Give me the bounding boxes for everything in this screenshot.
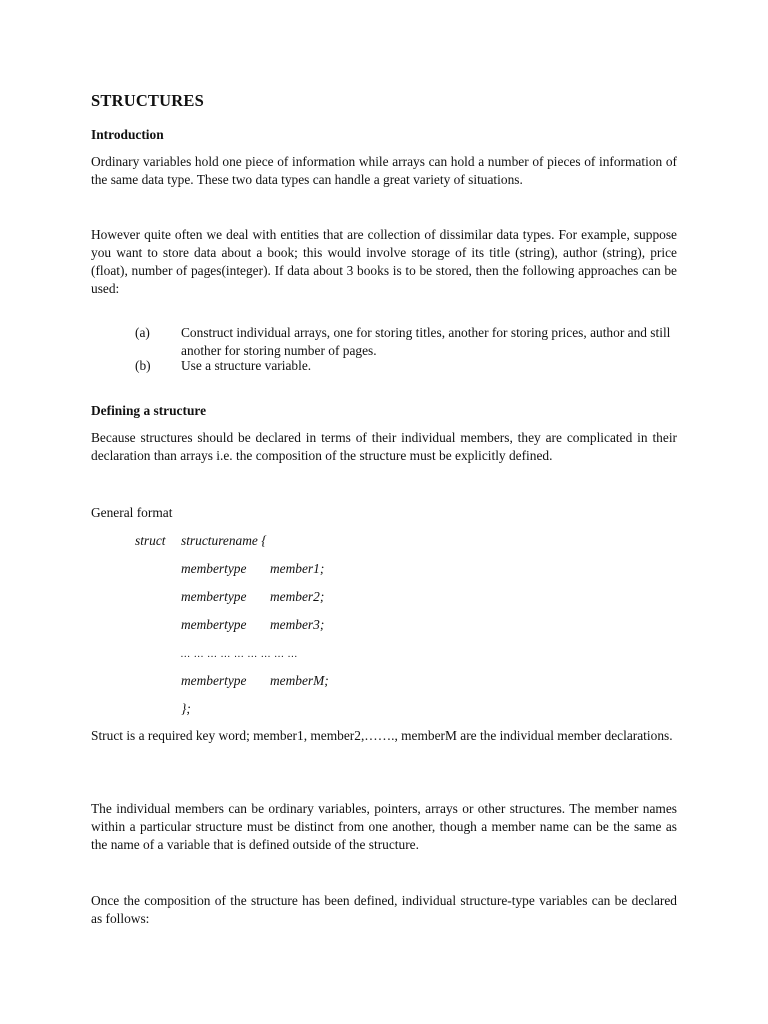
code-member-name: member1; [270, 561, 325, 576]
list-item-a [91, 324, 677, 360]
code-member-type: membertype [181, 561, 247, 576]
code-ellipsis: … … … … … … … … … [181, 649, 299, 660]
list-text-b: Use a structure variable. [181, 358, 312, 373]
list-item-b [91, 357, 677, 375]
code-structure-name: structurename { [181, 533, 267, 548]
intro-paragraph-1: Ordinary variables hold one piece of information while arrays can hold a number of pieces of information of the same data type. These two data types can handle a great variety of situations. [91, 154, 677, 187]
code-keyword: struct [135, 533, 166, 548]
code-member-name: memberM; [270, 673, 329, 688]
code-member-name: member3; [270, 617, 325, 632]
introduction-heading: Introduction [91, 127, 164, 142]
list-label-a: (a) [135, 325, 150, 340]
code-member-name: member2; [270, 589, 325, 604]
list-text-a: Construct individual arrays, one for storing titles, another for storing prices, author and still another for storing number of pages. [181, 325, 671, 358]
defining-paragraph-3: The individual members can be ordinary variables, pointers, arrays or other structures. The member names within a particular structure must be distinct from one another, though a member name can be the same as the name of a variable that is defined outside of the structure. [91, 801, 677, 852]
defining-heading: Defining a structure [91, 403, 207, 418]
code-closing-brace: }; [181, 701, 191, 716]
defining-paragraph-4: Once the composition of the structure has been defined, individual structure-type variables can be declared as follows: [91, 893, 677, 926]
page-title: STRUCTURES [91, 91, 204, 110]
defining-paragraph-2: Struct is a required key word; member1, member2,……., memberM are the individual member declarations. [91, 728, 673, 743]
code-member-type: membertype [181, 673, 247, 688]
list-label-b: (b) [135, 358, 151, 373]
code-member-type: membertype [181, 617, 247, 632]
intro-paragraph-2: However quite often we deal with entities that are collection of dissimilar data types. For example, suppose you want to store data about a book; this would involve storage of its title (string), author (string), price (float), number of pages(integer). If data about 3 books is to be stored, then the following approaches can be used: [91, 227, 677, 296]
defining-paragraph-1: Because structures should be declared in terms of their individual members, they are complicated in their declaration than arrays i.e. the composition of the structure must be explicitly defined. [91, 430, 677, 463]
code-member-type: membertype [181, 589, 247, 604]
general-format-label: General format [91, 505, 173, 520]
